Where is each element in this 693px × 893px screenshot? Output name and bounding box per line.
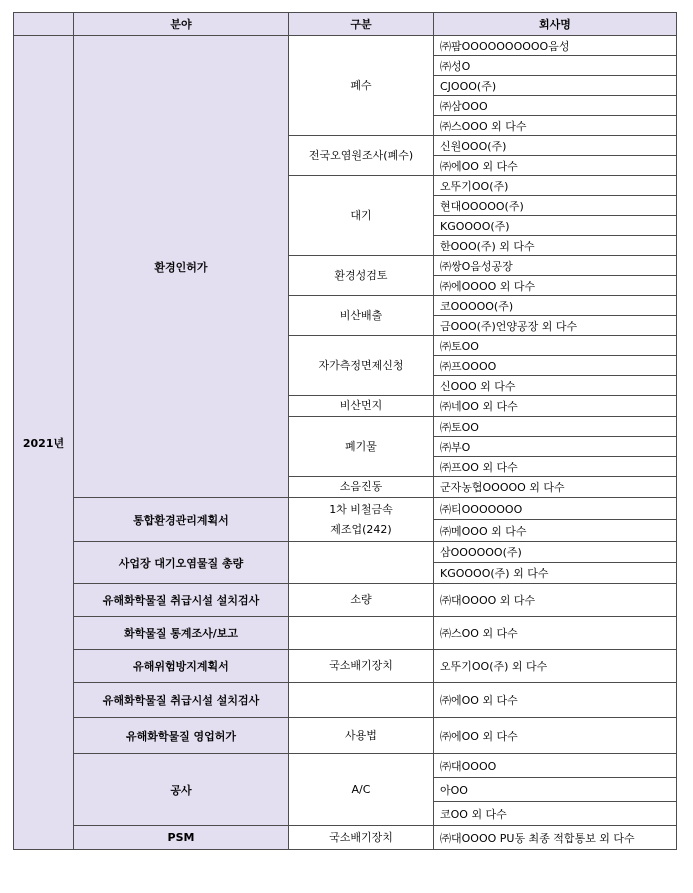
header-company: 회사명 [434, 13, 677, 36]
category-cell [289, 36, 434, 136]
company-cell: ㈜성O [434, 56, 677, 76]
company-cell: 코OO 외 다수 [434, 802, 677, 826]
table-row [14, 584, 677, 617]
company-cell: ㈜대OOOO [434, 754, 677, 778]
document-page [13, 12, 676, 850]
category-line: 소량 [350, 593, 372, 606]
table-row [14, 542, 677, 563]
header-row [14, 13, 677, 36]
table-row [14, 718, 677, 754]
company-cell: ㈜삼OOO [434, 96, 677, 116]
category-cell [289, 176, 434, 256]
header-year [14, 13, 74, 36]
company-cell: ㈜에OOOO 외 다수 [434, 276, 677, 296]
field-cell: 유해화학물질 취급시설 설치검사 [74, 683, 289, 718]
category-cell [289, 498, 434, 542]
category-cell [289, 718, 434, 754]
company-cell: 신OOO 외 다수 [434, 376, 677, 396]
category-cell [289, 754, 434, 826]
company-cell: ㈜프OO 외 다수 [434, 457, 677, 477]
category-cell [289, 683, 434, 718]
field-cell: 유해화학물질 취급시설 설치검사 [74, 584, 289, 617]
category-line: A/C [351, 782, 371, 796]
table-row [14, 498, 677, 520]
category-line: 폐수 [350, 78, 372, 92]
company-cell: ㈜대OOOO 외 다수 [434, 584, 677, 617]
category-line: 환경성검토 [334, 268, 388, 282]
field-cell: 사업장 대기오염물질 총량 [74, 542, 289, 584]
company-cell: ㈜스OOO 외 다수 [434, 116, 677, 136]
field-cell: 환경인허가 [74, 36, 289, 498]
company-cell: 삼OOOOOO(주) [434, 542, 677, 563]
table-row [14, 617, 677, 650]
category-cell [289, 136, 434, 176]
company-cell: ㈜대OOOO PU동 최종 적합통보 외 다수 [434, 826, 677, 850]
company-cell: ㈜토OO [434, 336, 677, 356]
field-cell: 화학물질 통계조사/보고 [74, 617, 289, 650]
category-cell [289, 256, 434, 296]
company-cell: KGOOOO(주) 외 다수 [434, 563, 677, 584]
field-cell: 유해위험방지계획서 [74, 650, 289, 683]
category-line: 전국오염원조사(폐수) [308, 148, 414, 162]
company-cell: 한OOO(주) 외 다수 [434, 236, 677, 256]
company-cell: ㈜스OO 외 다수 [434, 617, 677, 650]
category-cell [289, 477, 434, 498]
company-cell: ㈜팜OOOOOOOOOO음성 [434, 36, 677, 56]
company-cell: ㈜쌍O음성공장 [434, 256, 677, 276]
category-line: 1차 비철금속 [329, 502, 393, 516]
category-cell [289, 584, 434, 617]
company-cell: ㈜프OOOO [434, 356, 677, 376]
company-cell: ㈜에OO 외 다수 [434, 683, 677, 718]
company-cell: 오뚜기OO(주) [434, 176, 677, 196]
field-cell: 통합환경관리계획서 [74, 498, 289, 542]
company-cell: 신원OOO(주) [434, 136, 677, 156]
table-row [14, 36, 677, 56]
table-row [14, 650, 677, 683]
field-cell: PSM [74, 826, 289, 850]
company-cell: ㈜에OO 외 다수 [434, 718, 677, 754]
category-line: 국소배기장치 [329, 830, 393, 844]
category-cell [289, 296, 434, 336]
category-line: 소음진동 [339, 480, 383, 493]
category-cell [289, 617, 434, 650]
category-cell [289, 650, 434, 683]
category-line: 대기 [350, 208, 372, 222]
category-line: 비산먼지 [339, 399, 383, 412]
category-line: 비산배출 [339, 308, 383, 322]
project-table [13, 12, 677, 850]
category-cell [289, 542, 434, 584]
company-cell: ㈜티OOOOOOO [434, 498, 677, 520]
table-row [14, 683, 677, 718]
company-cell: ㈜토OO [434, 417, 677, 437]
header-field: 분야 [74, 13, 289, 36]
category-line: 폐기물 [345, 439, 377, 453]
year-cell: 2021년 [14, 36, 74, 850]
company-cell: KGOOOO(주) [434, 216, 677, 236]
company-cell: 군자농협OOOOO 외 다수 [434, 477, 677, 498]
category-cell [289, 417, 434, 477]
table-body [14, 36, 677, 850]
company-cell: 금OOO(주)언양공장 외 다수 [434, 316, 677, 336]
field-cell: 공사 [74, 754, 289, 826]
company-cell: CJOOO(주) [434, 76, 677, 96]
category-line: 국소배기장치 [329, 659, 393, 672]
company-cell: 오뚜기OO(주) 외 다수 [434, 650, 677, 683]
field-cell: 유해화학물질 영업허가 [74, 718, 289, 754]
category-line: 제조업(242) [330, 522, 392, 536]
category-cell [289, 826, 434, 850]
header-category: 구분 [289, 13, 434, 36]
company-cell: ㈜메OOO 외 다수 [434, 520, 677, 542]
category-line: 사용법 [345, 728, 377, 742]
company-cell: ㈜네OO 외 다수 [434, 396, 677, 417]
company-cell: 아OO [434, 778, 677, 802]
company-cell: 현대OOOOO(주) [434, 196, 677, 216]
table-row [14, 754, 677, 778]
company-cell: 코OOOOO(주) [434, 296, 677, 316]
company-cell: ㈜에OO 외 다수 [434, 156, 677, 176]
category-cell [289, 336, 434, 396]
category-cell [289, 396, 434, 417]
table-header [14, 13, 677, 36]
company-cell: ㈜부O [434, 437, 677, 457]
table-row [14, 826, 677, 850]
category-line: 자가측정면제신청 [318, 358, 404, 372]
